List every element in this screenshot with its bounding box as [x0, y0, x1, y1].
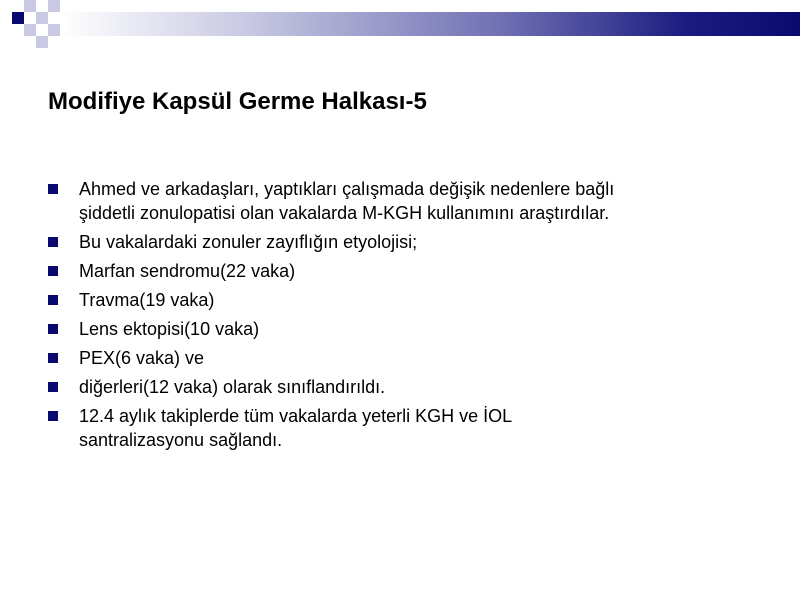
decorative-header — [0, 0, 800, 60]
bullet-text-line: 12.4 aylık takiplerde tüm vakalarda yeterli KGH ve İOL — [79, 406, 513, 426]
square-bullet-icon — [48, 353, 58, 363]
decorative-square — [48, 0, 60, 12]
slide-title: Modifiye Kapsül Germe Halkası-5 — [48, 88, 427, 115]
bullet-text-line: PEX(6 vaka) ve — [79, 348, 205, 368]
bullet-text-line: Ahmed ve arkadaşları, yaptıkları çalışmada değişik nedenlere bağlı — [79, 179, 615, 199]
bullet-list — [48, 177, 768, 457]
decorative-square — [24, 0, 36, 12]
square-bullet-icon — [48, 184, 58, 194]
bullet-item — [48, 375, 768, 399]
bullet-text-line: şiddetli zonulopatisi olan vakalarda M-KGH kullanımını araştırdılar. — [79, 203, 610, 223]
square-bullet-icon — [48, 411, 58, 421]
bullet-text-line: santralizasyonu sağlandı. — [79, 430, 283, 450]
bullet-item — [48, 259, 768, 283]
bullet-text-line: Travma(19 vaka) — [79, 290, 215, 310]
bullet-text-line: Lens ektopisi(10 vaka) — [79, 319, 260, 339]
bullet-item — [48, 230, 768, 254]
square-bullet-icon — [48, 266, 58, 276]
square-bullet-icon — [48, 237, 58, 247]
bullet-item — [48, 288, 768, 312]
decorative-square — [48, 24, 60, 36]
bullet-item — [48, 317, 768, 341]
decorative-square — [24, 24, 36, 36]
bullet-text-line: diğerleri(12 vaka) olarak sınıflandırıldı. — [79, 377, 386, 397]
bullet-text-line: Bu vakalardaki zonuler zayıflığın etyolojisi; — [79, 232, 418, 252]
square-bullet-icon — [48, 382, 58, 392]
decorative-gradient-bar — [60, 12, 800, 36]
bullet-item — [48, 177, 768, 225]
bullet-item — [48, 346, 768, 370]
bullet-item — [48, 404, 768, 452]
bullet-text-line: Marfan sendromu(22 vaka) — [79, 261, 296, 281]
decorative-square — [36, 12, 48, 24]
decorative-square — [12, 12, 24, 24]
square-bullet-icon — [48, 324, 58, 334]
decorative-square — [36, 36, 48, 48]
square-bullet-icon — [48, 295, 58, 305]
